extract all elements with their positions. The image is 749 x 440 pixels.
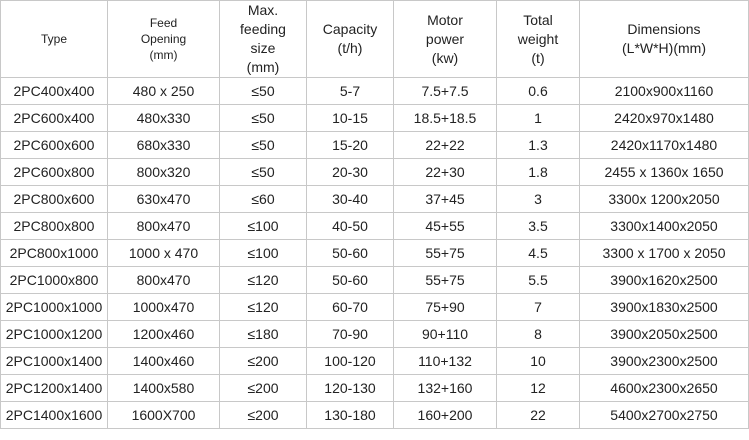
- cell-feed-opening: 480x330: [108, 105, 220, 132]
- cell-capacity: 50-60: [307, 267, 394, 294]
- cell-dimensions: 2420x970x1480: [580, 105, 749, 132]
- header-type: [1, 1, 108, 78]
- cell-max-feeding-size: ≤50: [220, 105, 307, 132]
- header-line: Opening: [140, 32, 187, 46]
- table-row: [1, 240, 749, 267]
- cell-motor-power: 110+132: [394, 348, 497, 375]
- header-line: Dimensions: [627, 21, 701, 37]
- header-line: (t/h): [337, 40, 363, 56]
- table-row: [1, 186, 749, 213]
- cell-type: 2PC800x800: [1, 213, 108, 240]
- header-row: [1, 1, 749, 78]
- cell-feed-opening: 800x470: [108, 267, 220, 294]
- header-line: weight: [517, 30, 559, 47]
- table-row: [1, 321, 749, 348]
- cell-max-feeding-size: ≤120: [220, 294, 307, 321]
- cell-total-weight: 1.3: [497, 132, 580, 159]
- cell-type: 2PC600x600: [1, 132, 108, 159]
- cell-motor-power: 22+22: [394, 132, 497, 159]
- cell-max-feeding-size: ≤200: [220, 348, 307, 375]
- cell-feed-opening: 800x470: [108, 213, 220, 240]
- cell-type: 2PC400x400: [1, 78, 108, 105]
- cell-capacity: 100-120: [307, 348, 394, 375]
- cell-dimensions: 3900x1620x2500: [580, 267, 749, 294]
- cell-total-weight: 0.6: [497, 78, 580, 105]
- cell-total-weight: 1: [497, 105, 580, 132]
- cell-type: 2PC600x800: [1, 159, 108, 186]
- header-line: Total: [523, 11, 553, 28]
- header-feed-opening: [108, 1, 220, 78]
- cell-dimensions: 3300 x 1700 x 2050: [580, 240, 749, 267]
- cell-capacity: 15-20: [307, 132, 394, 159]
- cell-dimensions: 2455 x 1360x 1650: [580, 159, 749, 186]
- cell-max-feeding-size: ≤50: [220, 132, 307, 159]
- table-row: [1, 402, 749, 429]
- cell-motor-power: 75+90: [394, 294, 497, 321]
- cell-motor-power: 160+200: [394, 402, 497, 429]
- cell-type: 2PC1000x800: [1, 267, 108, 294]
- cell-max-feeding-size: ≤60: [220, 186, 307, 213]
- cell-feed-opening: 1400x580: [108, 375, 220, 402]
- cell-type: 2PC600x400: [1, 105, 108, 132]
- cell-max-feeding-size: ≤200: [220, 375, 307, 402]
- cell-feed-opening: 1400x460: [108, 348, 220, 375]
- cell-feed-opening: 680x330: [108, 132, 220, 159]
- cell-capacity: 40-50: [307, 213, 394, 240]
- cell-type: 2PC1200x1400: [1, 375, 108, 402]
- header-line: (t): [531, 49, 545, 66]
- cell-type: 2PC800x1000: [1, 240, 108, 267]
- cell-capacity: 10-15: [307, 105, 394, 132]
- header-line: Capacity: [322, 21, 378, 37]
- cell-feed-opening: 480 x 250: [108, 78, 220, 105]
- header-motor-power: [394, 1, 497, 78]
- header-total-weight: [497, 1, 580, 78]
- cell-dimensions: 3300x 1200x2050: [580, 186, 749, 213]
- cell-feed-opening: 1000x470: [108, 294, 220, 321]
- header-line: (L*W*H)(mm): [622, 40, 706, 56]
- cell-total-weight: 7: [497, 294, 580, 321]
- cell-capacity: 20-30: [307, 159, 394, 186]
- cell-total-weight: 4.5: [497, 240, 580, 267]
- cell-capacity: 30-40: [307, 186, 394, 213]
- cell-motor-power: 37+45: [394, 186, 497, 213]
- header-line: power: [425, 30, 465, 47]
- header-max-feeding-size: [220, 1, 307, 78]
- cell-motor-power: 7.5+7.5: [394, 78, 497, 105]
- header-line: size: [250, 40, 276, 56]
- cell-max-feeding-size: ≤50: [220, 159, 307, 186]
- cell-capacity: 120-130: [307, 375, 394, 402]
- cell-type: 2PC1400x1600: [1, 402, 108, 429]
- table-row: [1, 267, 749, 294]
- cell-total-weight: 3.5: [497, 213, 580, 240]
- cell-capacity: 5-7: [307, 78, 394, 105]
- cell-capacity: 70-90: [307, 321, 394, 348]
- cell-feed-opening: 1000 x 470: [108, 240, 220, 267]
- cell-motor-power: 22+30: [394, 159, 497, 186]
- cell-motor-power: 90+110: [394, 321, 497, 348]
- cell-dimensions: 4600x2300x2650: [580, 375, 749, 402]
- cell-type: 2PC1000x1000: [1, 294, 108, 321]
- cell-capacity: 60-70: [307, 294, 394, 321]
- cell-motor-power: 55+75: [394, 240, 497, 267]
- cell-dimensions: 2100x900x1160: [580, 78, 749, 105]
- header-line: feeding: [240, 21, 286, 37]
- cell-dimensions: 3300x1400x2050: [580, 213, 749, 240]
- cell-type: 2PC1000x1200: [1, 321, 108, 348]
- cell-dimensions: 2420x1170x1480: [580, 132, 749, 159]
- cell-dimensions: 3900x2300x2500: [580, 348, 749, 375]
- cell-max-feeding-size: ≤50: [220, 78, 307, 105]
- table-row: [1, 78, 749, 105]
- cell-type: 2PC800x600: [1, 186, 108, 213]
- table-row: [1, 294, 749, 321]
- cell-capacity: 50-60: [307, 240, 394, 267]
- cell-max-feeding-size: ≤180: [220, 321, 307, 348]
- cell-feed-opening: 1600X700: [108, 402, 220, 429]
- cell-total-weight: 22: [497, 402, 580, 429]
- table-row: [1, 348, 749, 375]
- cell-feed-opening: 1200x460: [108, 321, 220, 348]
- cell-max-feeding-size: ≤100: [220, 213, 307, 240]
- table-row: [1, 375, 749, 402]
- cell-dimensions: 3900x1830x2500: [580, 294, 749, 321]
- cell-motor-power: 45+55: [394, 213, 497, 240]
- cell-total-weight: 1.8: [497, 159, 580, 186]
- header-line: Max.: [247, 2, 279, 18]
- table-body: [1, 78, 749, 429]
- cell-total-weight: 12: [497, 375, 580, 402]
- cell-motor-power: 55+75: [394, 267, 497, 294]
- table-row: [1, 213, 749, 240]
- header-line: (kw): [431, 49, 459, 66]
- cell-total-weight: 10: [497, 348, 580, 375]
- cell-motor-power: 132+160: [394, 375, 497, 402]
- cell-motor-power: 18.5+18.5: [394, 105, 497, 132]
- header-line: Motor: [427, 11, 463, 28]
- cell-total-weight: 3: [497, 186, 580, 213]
- cell-type: 2PC1000x1400: [1, 348, 108, 375]
- cell-dimensions: 3900x2050x2500: [580, 321, 749, 348]
- cell-feed-opening: 630x470: [108, 186, 220, 213]
- table-row: [1, 105, 749, 132]
- cell-feed-opening: 800x320: [108, 159, 220, 186]
- cell-max-feeding-size: ≤200: [220, 402, 307, 429]
- header-line: (mm): [246, 59, 280, 75]
- table-header: [1, 1, 749, 78]
- header-dimensions: [580, 1, 749, 78]
- cell-max-feeding-size: ≤120: [220, 267, 307, 294]
- header-capacity: [307, 1, 394, 78]
- cell-capacity: 130-180: [307, 402, 394, 429]
- header-line: Type: [40, 32, 67, 46]
- cell-total-weight: 5.5: [497, 267, 580, 294]
- cell-total-weight: 8: [497, 321, 580, 348]
- cell-max-feeding-size: ≤100: [220, 240, 307, 267]
- table-row: [1, 159, 749, 186]
- table-row: [1, 132, 749, 159]
- cell-dimensions: 5400x2700x2750: [580, 402, 749, 429]
- header-line: Feed: [149, 16, 178, 30]
- header-line: (mm): [149, 48, 178, 62]
